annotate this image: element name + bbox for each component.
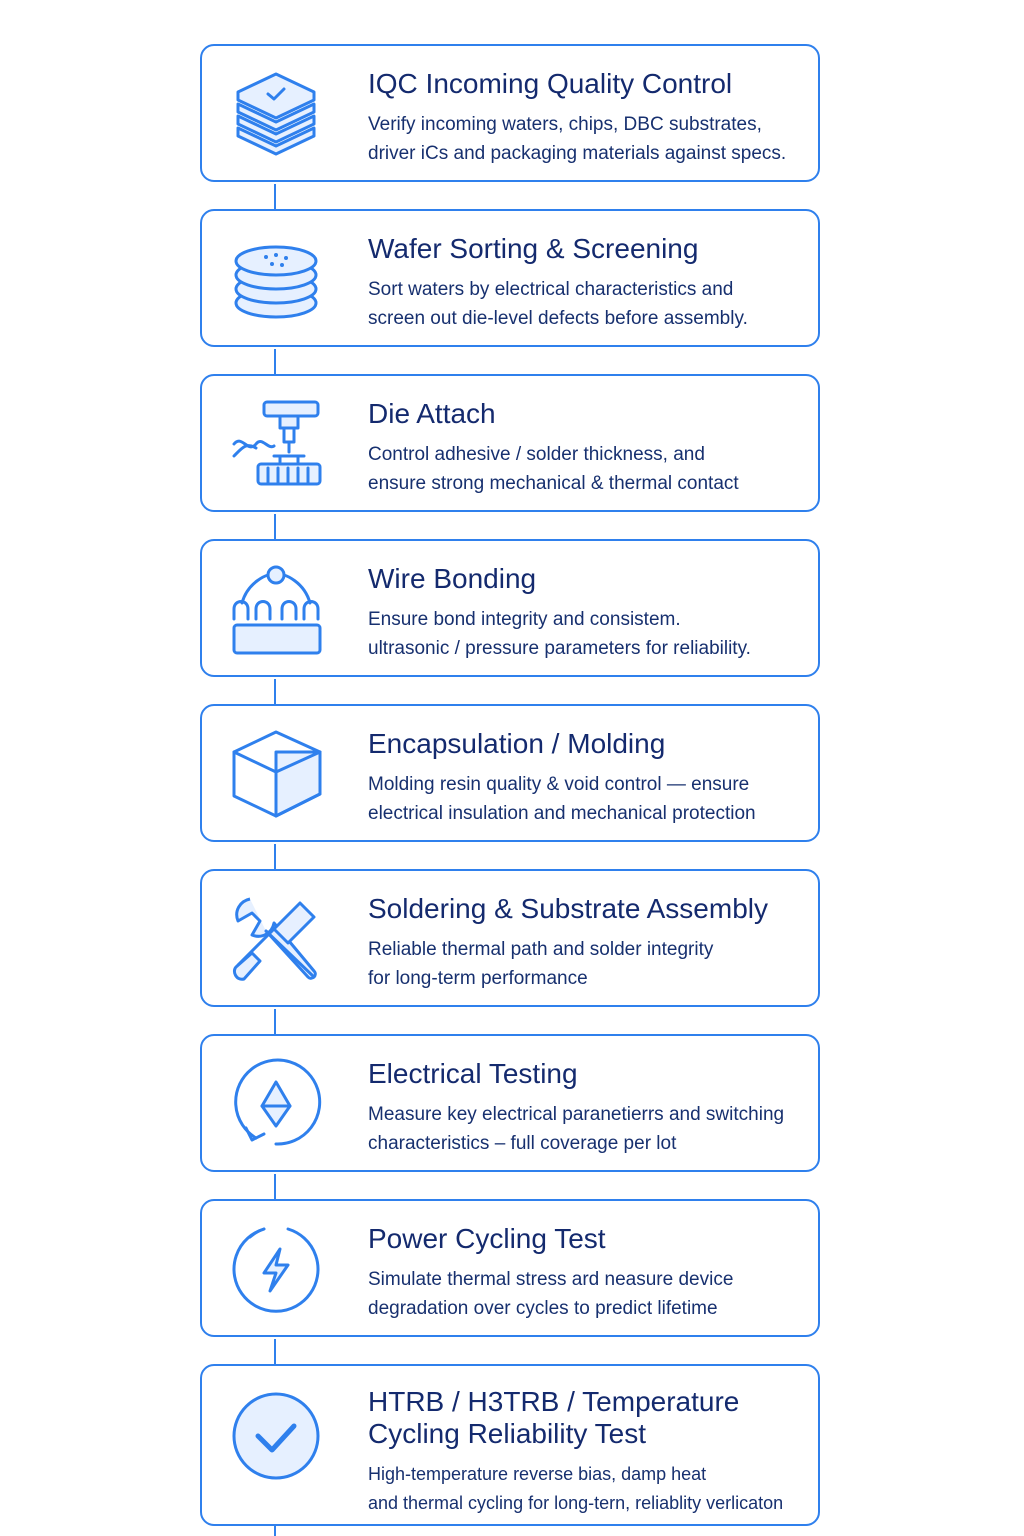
step-description: Molding resin quality & void control — ensure electrical insulation and mechanical protection — [368, 774, 756, 824]
step-title: IQC Incoming Quality Control — [368, 68, 733, 99]
connector-line — [274, 844, 276, 872]
die-attach-machine-icon — [228, 396, 324, 492]
step-card-die-attach — [200, 374, 820, 512]
step-description: Simulate thermal stress ard neasure device degradation over cycles to predict lifetime — [368, 1269, 734, 1319]
connector-line — [274, 514, 276, 542]
step-card-power-cycling — [200, 1199, 820, 1337]
connector-line — [274, 1009, 276, 1037]
step-title: Power Cycling Test — [368, 1223, 606, 1254]
step-title: Die Attach — [368, 398, 496, 429]
connector-line — [274, 1526, 276, 1536]
wrench-screwdriver-icon — [228, 891, 324, 987]
step-description: Sort waters by electrical characteristics and screen out die-level defects before assembly. — [368, 279, 748, 329]
step-title: Wire Bonding — [368, 563, 537, 594]
step-title: HTRB / H3TRB / Temperature Cycling Reliability Test — [368, 1386, 740, 1449]
step-description: Reliable thermal path and solder integrity for long-term performance — [368, 939, 714, 989]
connector-line — [274, 679, 276, 707]
step-card-electrical-testing — [200, 1034, 820, 1172]
step-card-encapsulation — [200, 704, 820, 842]
step-card-wire-bonding — [200, 539, 820, 677]
step-description: Measure key electrical paranetierrs and switching characteristics – full coverage per lot — [368, 1104, 785, 1154]
step-title: Encapsulation / Molding — [368, 728, 666, 759]
step-description: Verify incoming waters, chips, DBC substrates, driver iCs and packaging materials against specs. — [368, 114, 787, 164]
step-card-wafer-sorting — [200, 209, 820, 347]
wire-bond-icon — [228, 561, 324, 657]
step-description: Control adhesive / solder thickness, and ensure strong mechanical & thermal contact — [368, 444, 739, 494]
step-title: Electrical Testing — [368, 1058, 578, 1089]
cycle-diamond-icon — [228, 1056, 324, 1152]
power-cycle-bolt-icon — [228, 1221, 324, 1317]
stacked-layers-check-icon — [228, 66, 324, 162]
connector-line — [274, 184, 276, 212]
step-description: High-temperature reverse bias, damp heat and thermal cycling for long-tern, reliablity verlicaton — [368, 1464, 784, 1513]
step-description: Ensure bond integrity and consistem. ultrasonic / pressure parameters for reliability. — [368, 609, 751, 659]
step-title: Soldering & Substrate Assembly — [368, 893, 768, 924]
step-card-reliability-test — [200, 1364, 820, 1526]
connector-line — [274, 1174, 276, 1202]
step-card-soldering — [200, 869, 820, 1007]
cube-icon — [228, 726, 324, 822]
check-circle-icon — [228, 1388, 324, 1484]
connector-line — [274, 1339, 276, 1367]
wafer-stack-icon — [228, 231, 324, 327]
step-title: Wafer Sorting & Screening — [368, 233, 699, 264]
connector-line — [274, 349, 276, 377]
step-card-iqc — [200, 44, 820, 182]
